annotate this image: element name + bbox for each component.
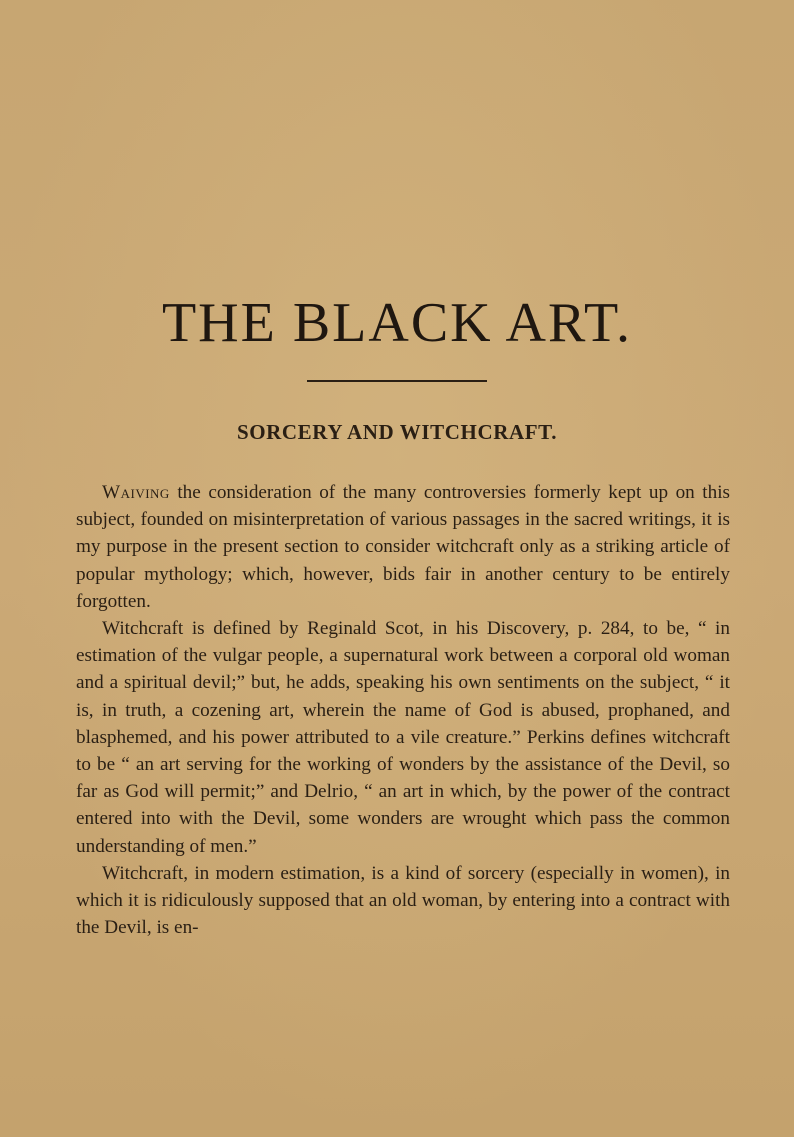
body-text xyxy=(76,479,730,941)
paragraph-2 xyxy=(76,615,730,860)
paragraph-text: Witchcraft is defined by Reginald Scot, in his Discovery, p. 284, to be, “ in estimation of the vulgar people, a supernatural work between a corporal old woman and a spiritual devil;” but, he adds, speaking his own sentiments on the subject, “ it is, in truth, a cozening art, wherein the name of God is abused, prophaned, and blasphemed, and his power attributed to a vile creature.” Perkins defines witchcraft to be “ an art serving for the working of wonders by the assistance of the Devil, so far as God will permit;” and Delrio, “ an art in which, by the power of the contract entered into with the Devil, some wonders are wrought which pass the common understanding of men.” xyxy=(76,618,730,857)
paragraph-text: the consideration of the many controversies formerly kept up on this subject, founded on misinterpretation of various passages in the sacred writings, it is my purpose in the present section to consider witchcraft only as a striking article of popular mythology; which, however, bids fair in another century to be entirely forgotten. xyxy=(76,482,730,612)
paragraph-3 xyxy=(76,860,730,942)
title-rule-divider xyxy=(307,380,487,382)
paragraph-text: Witchcraft, in modern estimation, is a kind of sorcery (especially in women), in which it is ridiculously supposed that an old woman, by entering into a contract with the Devil, is en- xyxy=(76,862,730,939)
section-subtitle: SORCERY AND WITCHCRAFT. xyxy=(236,420,558,444)
paragraph-1 xyxy=(76,479,730,615)
page-title: THE BLACK ART. xyxy=(161,292,633,354)
paragraph-lead-word: Waiving xyxy=(102,482,170,503)
